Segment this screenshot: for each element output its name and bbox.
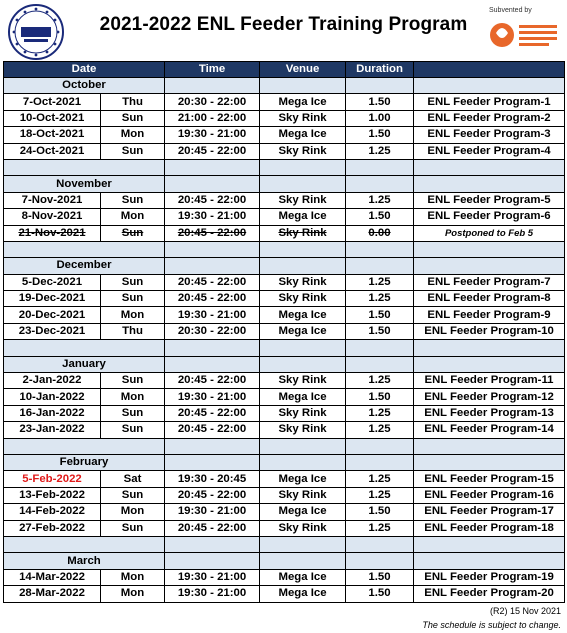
time-cell: 20:45 - 22:00	[165, 520, 260, 536]
table-row	[4, 586, 565, 602]
empty-cell	[165, 176, 260, 192]
time-cell: 20:30 - 22:00	[165, 94, 260, 110]
program-cell: ENL Feeder Program-17	[414, 504, 565, 520]
day-cell: Sun	[101, 143, 165, 159]
time-cell: 20:30 - 22:00	[165, 323, 260, 339]
time-cell: 21:00 - 22:00	[165, 110, 260, 126]
program-cell: ENL Feeder Program-19	[414, 569, 565, 585]
table-row	[4, 110, 565, 126]
time-cell: 20:45 - 22:00	[165, 373, 260, 389]
empty-cell	[414, 454, 565, 470]
empty-cell	[260, 536, 346, 552]
table-row	[4, 209, 565, 225]
date-cell: 10-Oct-2021	[4, 110, 101, 126]
table-row	[4, 520, 565, 536]
duration-cell: 1.50	[346, 389, 414, 405]
month-header-row	[4, 356, 565, 372]
day-cell: Sun	[101, 520, 165, 536]
venue-cell: Mega Ice	[260, 323, 346, 339]
empty-cell	[346, 258, 414, 274]
empty-cell	[414, 340, 565, 356]
date-cell: 7-Nov-2021	[4, 192, 101, 208]
spacer-row	[4, 241, 565, 257]
venue-cell: Sky Rink	[260, 520, 346, 536]
empty-cell	[165, 241, 260, 257]
month-header-row	[4, 78, 565, 94]
month-header-row	[4, 553, 565, 569]
date-cell: 18-Oct-2021	[4, 127, 101, 143]
day-cell: Mon	[101, 127, 165, 143]
table-row	[4, 405, 565, 421]
venue-cell: Sky Rink	[260, 405, 346, 421]
duration-cell: 1.25	[346, 405, 414, 421]
venue-cell: Mega Ice	[260, 389, 346, 405]
empty-cell	[260, 553, 346, 569]
duration-cell: 1.25	[346, 373, 414, 389]
day-cell: Sun	[101, 405, 165, 421]
time-cell: 19:30 - 21:00	[165, 389, 260, 405]
empty-cell	[260, 176, 346, 192]
empty-cell	[165, 438, 260, 454]
duration-cell: 1.50	[346, 504, 414, 520]
empty-cell	[4, 241, 165, 257]
date-cell: 5-Feb-2022	[4, 471, 101, 487]
day-cell: Sun	[101, 274, 165, 290]
empty-cell	[414, 176, 565, 192]
date-cell: 19-Dec-2021	[4, 291, 101, 307]
empty-cell	[414, 438, 565, 454]
day-cell: Mon	[101, 569, 165, 585]
venue-cell: Mega Ice	[260, 586, 346, 602]
program-cell: ENL Feeder Program-2	[414, 110, 565, 126]
time-cell: 19:30 - 21:00	[165, 209, 260, 225]
time-cell: 19:30 - 20:45	[165, 471, 260, 487]
date-cell: 23-Dec-2021	[4, 323, 101, 339]
empty-cell	[4, 159, 165, 175]
time-cell: 19:30 - 21:00	[165, 127, 260, 143]
empty-cell	[346, 536, 414, 552]
empty-cell	[346, 340, 414, 356]
program-cell: ENL Feeder Program-9	[414, 307, 565, 323]
venue-cell: Mega Ice	[260, 307, 346, 323]
table-row	[4, 422, 565, 438]
venue-cell: Sky Rink	[260, 192, 346, 208]
empty-cell	[346, 159, 414, 175]
day-cell: Sun	[101, 422, 165, 438]
empty-cell	[414, 241, 565, 257]
table-row	[4, 504, 565, 520]
empty-cell	[260, 454, 346, 470]
table-row	[4, 94, 565, 110]
time-cell: 19:30 - 21:00	[165, 307, 260, 323]
duration-cell: 1.50	[346, 569, 414, 585]
day-cell: Thu	[101, 94, 165, 110]
empty-cell	[346, 438, 414, 454]
empty-cell	[260, 241, 346, 257]
date-cell: 28-Mar-2022	[4, 586, 101, 602]
duration-cell: 1.25	[346, 143, 414, 159]
empty-cell	[165, 258, 260, 274]
program-cell: ENL Feeder Program-15	[414, 471, 565, 487]
empty-cell	[346, 553, 414, 569]
empty-cell	[414, 78, 565, 94]
empty-cell	[260, 356, 346, 372]
empty-cell	[260, 78, 346, 94]
time-cell: 19:30 - 21:00	[165, 586, 260, 602]
program-cell: ENL Feeder Program-13	[414, 405, 565, 421]
spacer-row	[4, 536, 565, 552]
duration-cell: 1.50	[346, 209, 414, 225]
date-cell: 27-Feb-2022	[4, 520, 101, 536]
date-cell: 7-Oct-2021	[4, 94, 101, 110]
time-cell: 20:45 - 22:00	[165, 274, 260, 290]
date-cell: 5-Dec-2021	[4, 274, 101, 290]
program-cell: ENL Feeder Program-8	[414, 291, 565, 307]
empty-cell	[260, 258, 346, 274]
venue-cell: Sky Rink	[260, 110, 346, 126]
table-row	[4, 225, 565, 241]
table-row	[4, 307, 565, 323]
date-cell: 21-Nov-2021	[4, 225, 101, 241]
postponed-note: Postponed to Feb 5	[414, 225, 565, 241]
duration-cell: 1.25	[346, 471, 414, 487]
empty-cell	[414, 159, 565, 175]
date-cell: 14-Feb-2022	[4, 504, 101, 520]
day-cell: Mon	[101, 504, 165, 520]
day-cell: Sun	[101, 373, 165, 389]
date-cell: 8-Nov-2021	[4, 209, 101, 225]
page-title: 2021-2022 ENL Feeder Training Program	[99, 14, 468, 35]
duration-cell: 1.50	[346, 307, 414, 323]
day-cell: Sun	[101, 192, 165, 208]
col-header-program	[414, 62, 565, 78]
venue-cell: Mega Ice	[260, 209, 346, 225]
table-row	[4, 487, 565, 503]
venue-cell: Sky Rink	[260, 274, 346, 290]
table-row	[4, 274, 565, 290]
empty-cell	[414, 356, 565, 372]
month-label: January	[4, 356, 165, 372]
program-cell: ENL Feeder Program-6	[414, 209, 565, 225]
duration-cell: 1.00	[346, 110, 414, 126]
day-cell: Mon	[101, 307, 165, 323]
date-cell: 16-Jan-2022	[4, 405, 101, 421]
day-cell: Sun	[101, 291, 165, 307]
month-label: March	[4, 553, 165, 569]
empty-cell	[346, 241, 414, 257]
col-header-duration: Duration	[346, 62, 414, 78]
empty-cell	[346, 176, 414, 192]
program-cell: ENL Feeder Program-16	[414, 487, 565, 503]
empty-cell	[165, 553, 260, 569]
empty-cell	[346, 356, 414, 372]
day-cell: Sun	[101, 487, 165, 503]
program-cell: ENL Feeder Program-14	[414, 422, 565, 438]
sponsor-caption: Subvented by	[489, 7, 532, 14]
duration-cell: 1.25	[346, 274, 414, 290]
day-cell: Sun	[101, 225, 165, 241]
duration-cell: 1.50	[346, 586, 414, 602]
sponsor-logo	[487, 3, 563, 53]
schedule-table	[3, 61, 565, 603]
time-cell: 19:30 - 21:00	[165, 504, 260, 520]
program-cell: ENL Feeder Program-5	[414, 192, 565, 208]
venue-cell: Sky Rink	[260, 143, 346, 159]
date-cell: 14-Mar-2022	[4, 569, 101, 585]
empty-cell	[414, 258, 565, 274]
duration-cell: 1.25	[346, 520, 414, 536]
time-cell: 20:45 - 22:00	[165, 225, 260, 241]
month-label: February	[4, 454, 165, 470]
empty-cell	[260, 159, 346, 175]
venue-cell: Mega Ice	[260, 471, 346, 487]
empty-cell	[165, 536, 260, 552]
table-row	[4, 192, 565, 208]
month-label: November	[4, 176, 165, 192]
day-cell: Mon	[101, 209, 165, 225]
date-cell: 10-Jan-2022	[4, 389, 101, 405]
table-header-row	[4, 62, 565, 78]
date-cell: 24-Oct-2021	[4, 143, 101, 159]
time-cell: 20:45 - 22:00	[165, 192, 260, 208]
duration-cell: 1.25	[346, 291, 414, 307]
day-cell: Mon	[101, 389, 165, 405]
duration-cell: 1.25	[346, 487, 414, 503]
day-cell: Thu	[101, 323, 165, 339]
empty-cell	[165, 454, 260, 470]
table-row	[4, 143, 565, 159]
program-cell: ENL Feeder Program-12	[414, 389, 565, 405]
empty-cell	[165, 340, 260, 356]
col-header-venue: Venue	[260, 62, 346, 78]
month-header-row	[4, 176, 565, 192]
revision-note: (R2) 15 Nov 2021	[489, 606, 561, 616]
date-cell: 23-Jan-2022	[4, 422, 101, 438]
program-cell: ENL Feeder Program-3	[414, 127, 565, 143]
time-cell: 20:45 - 22:00	[165, 143, 260, 159]
empty-cell	[165, 159, 260, 175]
col-header-time: Time	[165, 62, 260, 78]
schedule-disclaimer: The schedule is subject to change.	[422, 620, 561, 630]
table-row	[4, 471, 565, 487]
venue-cell: Sky Rink	[260, 487, 346, 503]
duration-cell: 1.25	[346, 192, 414, 208]
empty-cell	[4, 340, 165, 356]
venue-cell: Mega Ice	[260, 504, 346, 520]
empty-cell	[260, 340, 346, 356]
duration-cell: 1.50	[346, 94, 414, 110]
empty-cell	[414, 536, 565, 552]
time-cell: 20:45 - 22:00	[165, 405, 260, 421]
program-cell: ENL Feeder Program-1	[414, 94, 565, 110]
duration-cell: 1.50	[346, 323, 414, 339]
program-cell: ENL Feeder Program-20	[414, 586, 565, 602]
day-cell: Mon	[101, 586, 165, 602]
month-header-row	[4, 454, 565, 470]
day-cell: Sun	[101, 110, 165, 126]
time-cell: 19:30 - 21:00	[165, 569, 260, 585]
program-cell: ENL Feeder Program-11	[414, 373, 565, 389]
empty-cell	[165, 78, 260, 94]
program-cell: ENL Feeder Program-7	[414, 274, 565, 290]
venue-cell: Mega Ice	[260, 569, 346, 585]
month-label: October	[4, 78, 165, 94]
table-row	[4, 291, 565, 307]
empty-cell	[165, 356, 260, 372]
spacer-row	[4, 438, 565, 454]
venue-cell: Sky Rink	[260, 422, 346, 438]
table-row	[4, 323, 565, 339]
program-cell: ENL Feeder Program-18	[414, 520, 565, 536]
table-row	[4, 127, 565, 143]
month-label: December	[4, 258, 165, 274]
time-cell: 20:45 - 22:00	[165, 422, 260, 438]
program-cell: ENL Feeder Program-10	[414, 323, 565, 339]
time-cell: 20:45 - 22:00	[165, 291, 260, 307]
spacer-row	[4, 159, 565, 175]
date-cell: 2-Jan-2022	[4, 373, 101, 389]
empty-cell	[346, 454, 414, 470]
program-cell: ENL Feeder Program-4	[414, 143, 565, 159]
table-row	[4, 389, 565, 405]
date-cell: 13-Feb-2022	[4, 487, 101, 503]
duration-cell: 1.25	[346, 422, 414, 438]
date-cell: 20-Dec-2021	[4, 307, 101, 323]
spacer-row	[4, 340, 565, 356]
empty-cell	[414, 553, 565, 569]
month-header-row	[4, 258, 565, 274]
empty-cell	[4, 438, 165, 454]
table-row	[4, 569, 565, 585]
duration-cell: 0.00	[346, 225, 414, 241]
venue-cell: Sky Rink	[260, 225, 346, 241]
venue-cell: Sky Rink	[260, 291, 346, 307]
empty-cell	[346, 78, 414, 94]
empty-cell	[260, 438, 346, 454]
table-row	[4, 373, 565, 389]
time-cell: 20:45 - 22:00	[165, 487, 260, 503]
venue-cell: Mega Ice	[260, 94, 346, 110]
day-cell: Sat	[101, 471, 165, 487]
col-header-date: Date	[4, 62, 165, 78]
duration-cell: 1.50	[346, 127, 414, 143]
venue-cell: Sky Rink	[260, 373, 346, 389]
empty-cell	[4, 536, 165, 552]
venue-cell: Mega Ice	[260, 127, 346, 143]
